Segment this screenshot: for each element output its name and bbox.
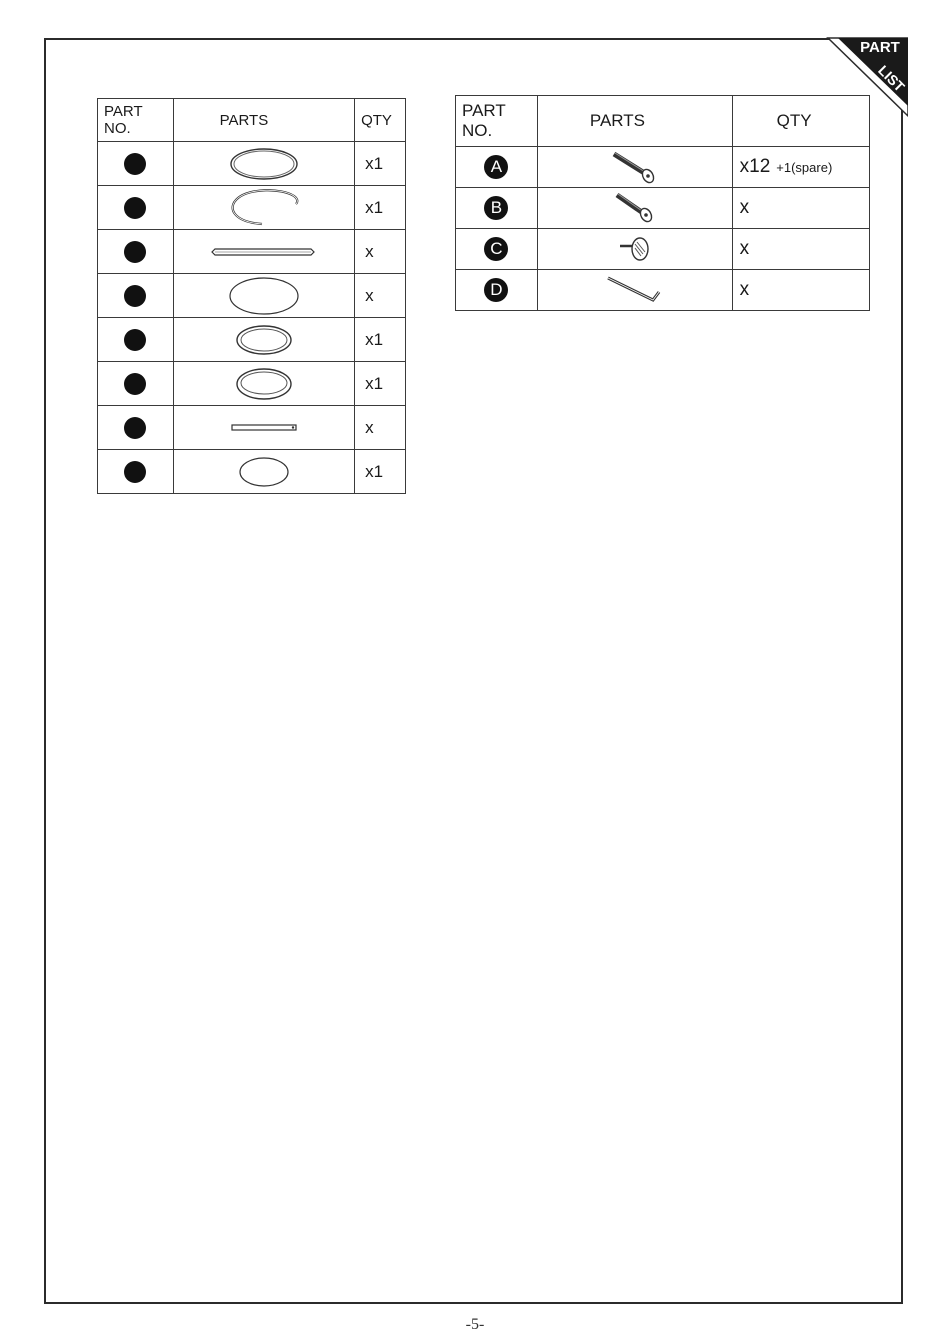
header-qty: QTY [732,96,869,147]
table-row [98,274,406,318]
flat-ring-icon [229,146,299,182]
short-bar-icon [230,423,298,433]
table-row [456,188,870,229]
header-parts: PARTS [537,96,732,147]
long-bar-icon [211,245,317,259]
qty-cell: x [732,229,869,270]
hardware-table [455,95,870,311]
part-letter-badge: A [484,155,508,179]
header-parts: PARTS [173,99,355,142]
table-row [98,450,406,494]
page-number: -5- [465,1316,485,1333]
allen-key-icon [605,274,665,306]
qty-cell: x1 [355,142,406,186]
spare-note: +1(spare) [776,160,833,175]
part-number-dot [124,285,146,307]
qty-cell: x [732,188,869,229]
table-row [98,230,406,274]
header-part-no: PART NO. [456,96,538,147]
badge-line-1: PART [860,39,900,56]
table-row [98,142,406,186]
small-ring-icon [235,366,293,402]
table-row [98,318,406,362]
header-qty: QTY [355,99,406,142]
badge-line-2: LIST [875,62,908,95]
qty-cell: x1 [355,186,406,230]
qty-cell: x [732,270,869,311]
part-number-dot [124,153,146,175]
part-number-dot [124,417,146,439]
knob-icon [618,234,652,264]
short-bolt-icon [613,191,657,225]
table-row [456,229,870,270]
table-row [456,270,870,311]
qty-cell: x [355,230,406,274]
table-row [456,147,870,188]
oval-top-icon [228,276,300,316]
part-letter-badge: C [484,237,508,261]
table-header-row [456,96,870,147]
part-letter-badge: D [484,278,508,302]
part-number-dot [124,197,146,219]
table-row [98,186,406,230]
qty-cell: x [355,406,406,450]
part-number-dot [124,373,146,395]
part-number-dot [124,241,146,263]
table-row [98,362,406,406]
part-letter-badge: B [484,196,508,220]
small-ring-icon [235,324,293,356]
part-number-dot [124,329,146,351]
small-oval-icon [238,456,290,488]
qty-cell: x1 [355,318,406,362]
header-part-no: PART NO. [98,99,174,142]
open-ring-icon [226,188,302,228]
long-bolt-icon [610,150,660,184]
qty-value: x12 [739,156,771,177]
qty-cell: x1 [355,362,406,406]
table-header-row [98,99,406,142]
qty-cell: x [355,274,406,318]
parts-table [97,98,406,494]
part-number-dot [124,461,146,483]
qty-cell: x1 [355,450,406,494]
table-row [98,406,406,450]
